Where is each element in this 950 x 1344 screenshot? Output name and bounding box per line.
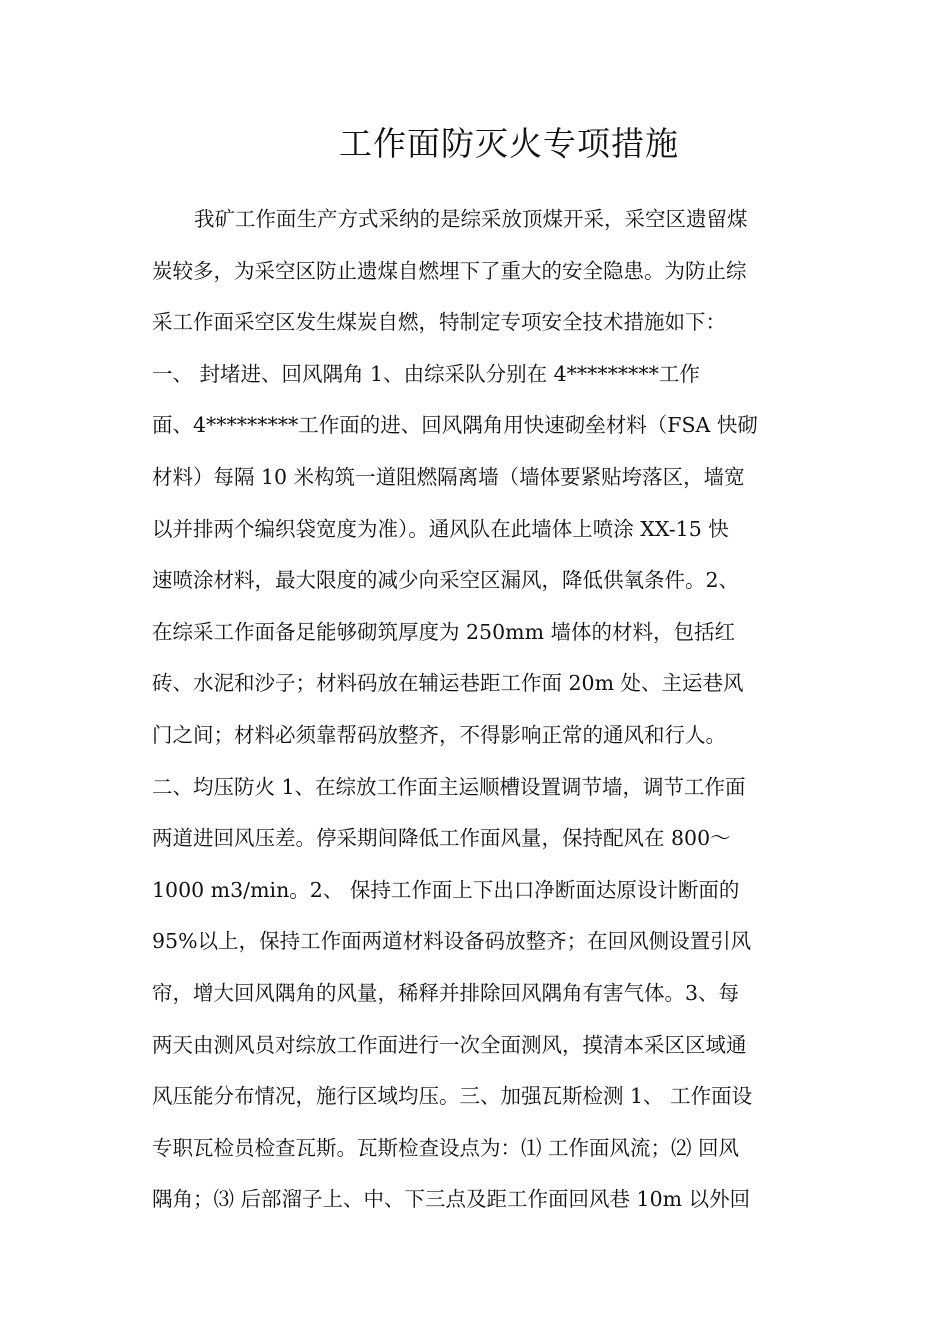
document-title: 工作面防灭火专项措施 <box>339 124 679 163</box>
body-line: 速喷涂材料，最大限度的减少向采空区漏风，降低供氧条件。2、 <box>152 568 740 593</box>
body-line: 两天由测风员对综放工作面进行一次全面测风，摸清本采区区域通 <box>152 1032 747 1057</box>
body-line: 砖、水泥和沙子；材料码放在辅运巷距工作面 20m 处、主运巷风 <box>152 671 744 696</box>
body-line: 隅角；⑶ 后部溜子上、中、下三点及距工作面回风巷 10m 以外回 <box>152 1187 751 1212</box>
body-line: 二、均压防火 1、在综放工作面主运顺槽设置调节墙，调节工作面 <box>152 774 746 799</box>
body-line: 95%以上，保持工作面两道材料设备码放整齐；在回风侧设置引风 <box>152 929 752 954</box>
body-line: 两道进回风压差。停采期间降低工作面风量，保持配风在 800～ <box>152 826 731 851</box>
body-line: 面、4*********工作面的进、回风隅角用快速砌垒材料（FSA 快砌 <box>152 413 758 438</box>
body-line: 帘，增大回风隅角的风量，稀释并排除回风隅角有害气体。3、每 <box>152 980 740 1005</box>
body-line: 专职瓦检员检查瓦斯。瓦斯检查设点为：⑴ 工作面风流；⑵ 回风 <box>152 1135 740 1160</box>
body-line: 采工作面采空区发生煤炭自燃，特制定专项安全技术措施如下： <box>152 310 726 335</box>
body-line: 一、 封堵进、回风隅角 1、由综采队分别在 4*********工作 <box>152 361 700 386</box>
body-line: 炭较多，为采空区防止遗煤自燃埋下了重大的安全隐患。为防止综 <box>152 258 747 283</box>
body-line: 材料）每隔 10 米构筑一道阻燃隔离墙（墙体要紧贴垮落区，墙宽 <box>152 464 745 489</box>
body-line: 风压能分布情况，施行区域均压。三、加强瓦斯检测 1、 工作面设 <box>152 1084 753 1109</box>
body-line: 以并排两个编织袋宽度为准）。通风队在此墙体上喷涂 XX-15 快 <box>152 516 729 541</box>
body-line: 在综采工作面备足能够砌筑厚度为 250mm 墙体的材料，包括红 <box>152 619 736 644</box>
body-line: 1000 m3/min。2、 保持工作面上下出口净断面达原设计断面的 <box>152 877 740 902</box>
body-line: 门之间；材料必须靠帮码放整齐，不得影响正常的通风和行人。 <box>152 722 726 747</box>
body-line: 我矿工作面生产方式采纳的是综采放顶煤开采，采空区遗留煤 <box>194 207 748 231</box>
document-body <box>152 194 812 1226</box>
